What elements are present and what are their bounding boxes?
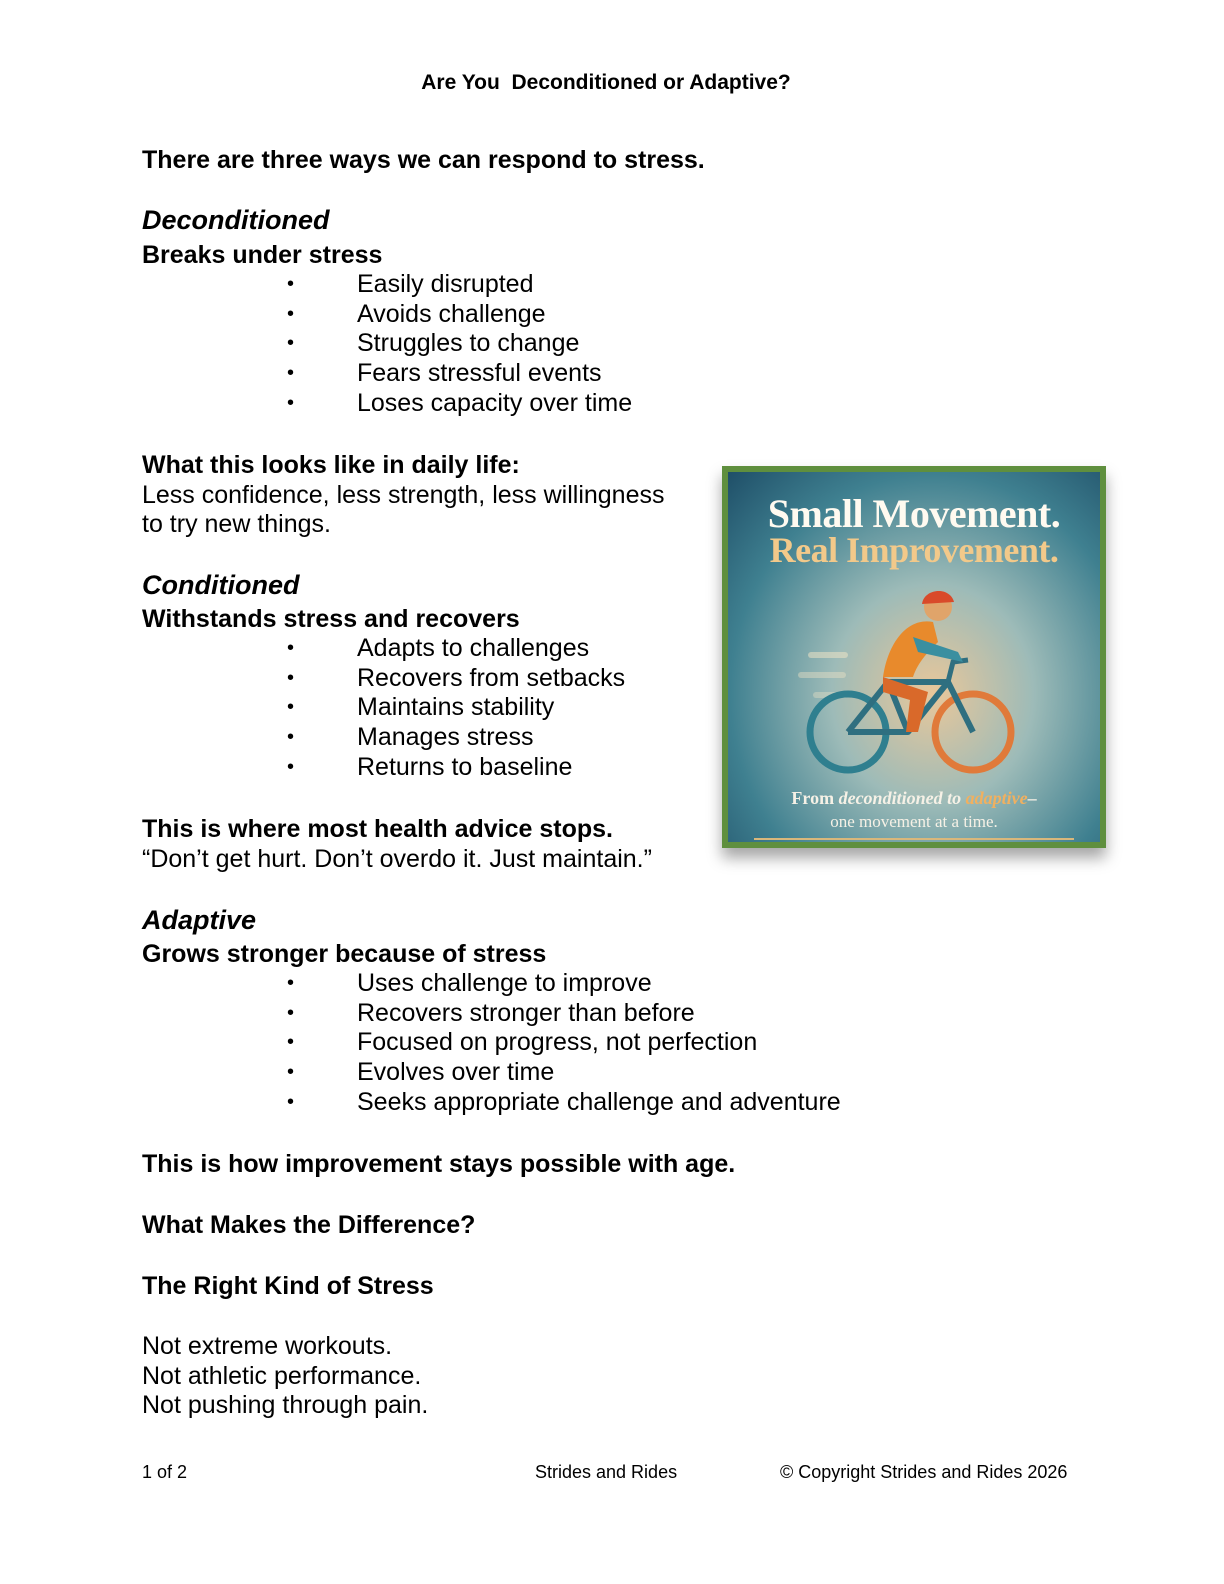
list-item: • Returns to baseline [287, 752, 573, 781]
not-line-2: Not athletic performance. [142, 1362, 422, 1390]
bullet-icon: • [287, 362, 295, 385]
list-item: • Recovers stronger than before [287, 998, 695, 1027]
list-item: • Evolves over time [287, 1058, 555, 1087]
list-item: • Easily disrupted [287, 270, 534, 298]
bullet-icon: • [287, 1090, 295, 1113]
bullet-icon: • [287, 391, 295, 414]
list-item: • Focused on progress, not perfection [287, 1028, 758, 1057]
list-item: • Maintains stability [287, 693, 555, 722]
deconditioned-subheading: Breaks under stress [142, 241, 383, 269]
not-line-3: Not pushing through pain. [142, 1391, 429, 1419]
daily-life-heading: What this looks like in daily life: [142, 451, 520, 479]
daily-life-line-2: to try new things. [142, 510, 331, 538]
bullet-icon: • [287, 726, 295, 749]
not-line-1: Not extreme workouts. [142, 1332, 393, 1360]
list-item: • Loses capacity over time [287, 388, 633, 417]
page-number: 1 of 2 [142, 1462, 188, 1482]
improvement-statement: This is how improvement stays possible with age. [142, 1150, 736, 1178]
bullet-icon: • [287, 696, 295, 719]
bullet-icon: • [287, 637, 295, 659]
poster-image [722, 466, 1106, 848]
conditioned-heading: Conditioned [142, 570, 300, 600]
poster-caption-line-2: one movement at a time. [830, 812, 998, 831]
bullet-icon: • [287, 1031, 295, 1054]
adaptive-heading: Adaptive [142, 905, 257, 935]
intro-line: There are three ways we can respond to stress. [142, 146, 705, 174]
bullet-icon: • [287, 666, 295, 689]
difference-question: What Makes the Difference? [142, 1211, 476, 1239]
list-item: • Recovers from setbacks [287, 663, 626, 692]
footer-copyright: © Copyright Strides and Rides 2026 [780, 1462, 1068, 1482]
list-item: • Struggles to change [287, 329, 580, 358]
poster-caption-line-1: From deconditioned to adaptive– [791, 788, 1037, 808]
footer-brand: Strides and Rides [535, 1462, 678, 1482]
deconditioned-heading: Deconditioned [142, 205, 330, 235]
bullet-icon: • [287, 1001, 295, 1024]
list-item: • Manages stress [287, 723, 534, 752]
bullet-icon: • [287, 1061, 295, 1084]
list-item: • Avoids challenge [287, 299, 546, 328]
cyclist-illustration-icon [788, 582, 1048, 782]
adaptive-list [287, 969, 841, 1117]
list-item: • Fears stressful events [287, 359, 602, 388]
bullet-icon: • [287, 972, 295, 994]
right-stress-heading: The Right Kind of Stress [142, 1272, 434, 1300]
list-item: • Adapts to challenges [287, 634, 590, 662]
deconditioned-list [287, 270, 633, 418]
advice-quote: “Don’t get hurt. Don’t overdo it. Just maintain.” [142, 845, 652, 873]
poster-headline-2: Real Improvement. [769, 530, 1059, 570]
conditioned-list [287, 634, 626, 782]
adaptive-subheading: Grows stronger because of stress [142, 940, 547, 968]
list-item: • Uses challenge to improve [287, 969, 652, 997]
advice-stops-heading: This is where most health advice stops. [142, 815, 613, 843]
bullet-icon: • [287, 332, 295, 355]
list-item: • Seeks appropriate challenge and adventure [287, 1087, 841, 1116]
poster-divider [754, 838, 1074, 840]
bullet-icon: • [287, 755, 295, 778]
poster-headline-1: Small Movement. [767, 491, 1061, 536]
page-title: Are You Deconditioned or Adaptive? [421, 71, 791, 94]
bullet-icon: • [287, 273, 295, 295]
conditioned-subheading: Withstands stress and recovers [142, 605, 520, 633]
bullet-icon: • [287, 302, 295, 325]
daily-life-line-1: Less confidence, less strength, less willingness [142, 481, 665, 509]
